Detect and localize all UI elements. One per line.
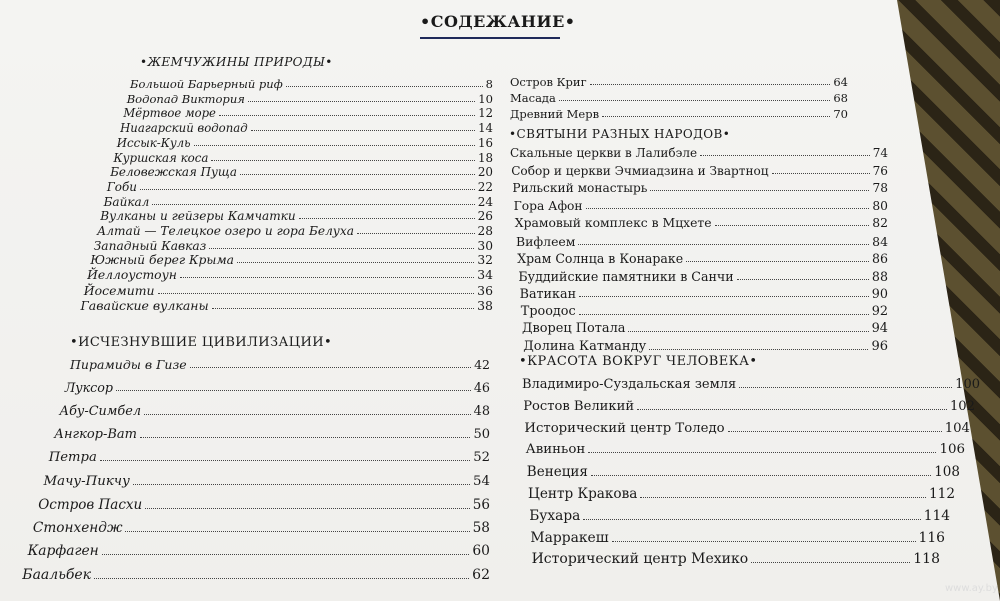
section-heading-civilizations: •ИСЧЕЗНУВШИЕ ЦИВИЛИЗАЦИИ• bbox=[70, 335, 333, 350]
toc-entry-page: 8 bbox=[485, 77, 493, 91]
toc-entry bbox=[44, 474, 491, 489]
toc-entry bbox=[54, 427, 490, 442]
toc-entry-page: 80 bbox=[872, 198, 888, 213]
toc-entry-page: 68 bbox=[833, 91, 848, 105]
toc-entry-page: 58 bbox=[472, 520, 490, 537]
toc-entry bbox=[520, 286, 888, 301]
toc-entry-page: 86 bbox=[872, 251, 888, 266]
toc-entry-label: Гоби bbox=[106, 179, 137, 194]
toc-entry bbox=[524, 421, 970, 436]
leader-dots bbox=[158, 293, 475, 294]
leader-dots bbox=[152, 204, 474, 205]
toc-entry bbox=[528, 486, 955, 502]
toc-entry-label: Троодос bbox=[520, 303, 576, 319]
leader-dots bbox=[194, 145, 475, 146]
toc-entry-page: 54 bbox=[473, 473, 490, 489]
leader-dots bbox=[739, 387, 952, 388]
toc-entry bbox=[114, 151, 494, 165]
toc-entry-label: Йеллоустоун bbox=[87, 268, 177, 283]
toc-entry-label: Стонхендж bbox=[32, 520, 123, 537]
toc-entry bbox=[518, 269, 888, 284]
toc-entry bbox=[510, 107, 848, 121]
toc-title-block bbox=[420, 12, 565, 39]
toc-entry bbox=[510, 75, 848, 89]
toc-entry-page: 10 bbox=[478, 91, 493, 106]
leader-dots bbox=[145, 508, 470, 509]
toc-entry-label: Ангкор-Ват bbox=[54, 426, 138, 442]
leader-dots bbox=[100, 460, 470, 461]
leader-dots bbox=[628, 331, 868, 332]
toc-entry-label: Венеция bbox=[526, 464, 588, 481]
toc-entry-label: Большой Барьерный риф bbox=[130, 77, 283, 91]
leader-dots bbox=[219, 115, 475, 116]
toc-entry-label: Байкал bbox=[103, 194, 150, 209]
toc-entry bbox=[523, 339, 888, 354]
toc-entry-page: 32 bbox=[477, 253, 493, 268]
leader-dots bbox=[591, 475, 931, 476]
leader-dots bbox=[133, 484, 470, 485]
toc-entry-label: Иссык-Куль bbox=[116, 135, 191, 150]
leader-dots bbox=[559, 100, 830, 101]
leader-dots bbox=[586, 208, 870, 209]
leader-dots bbox=[299, 218, 475, 219]
leader-dots bbox=[640, 497, 926, 498]
toc-entry bbox=[84, 283, 493, 298]
toc-entry-page: 26 bbox=[477, 209, 493, 224]
toc-entry bbox=[532, 551, 940, 567]
leader-dots bbox=[180, 277, 474, 278]
toc-entry-label: Дворец Потала bbox=[522, 321, 626, 336]
toc-entry-page: 42 bbox=[474, 357, 490, 372]
toc-entry-label: Баальбек bbox=[22, 566, 92, 583]
toc-entry-label: Бухара bbox=[529, 507, 581, 524]
toc-entry-page: 52 bbox=[473, 450, 490, 466]
toc-entry-label: Абу-Симбел bbox=[59, 403, 142, 419]
toc-entry-page: 106 bbox=[939, 442, 965, 458]
toc-entry-label: Южный берег Крыма bbox=[90, 253, 234, 268]
leader-dots bbox=[578, 244, 869, 245]
toc-entry-page: 102 bbox=[949, 398, 975, 414]
toc-entry bbox=[514, 199, 888, 213]
toc-entry-label: Центр Кракова bbox=[528, 486, 638, 502]
toc-entry-label: Буддийские памятники в Санчи bbox=[518, 268, 734, 284]
leader-dots bbox=[102, 554, 470, 555]
toc-entry-label: Водопад Виктория bbox=[126, 91, 245, 106]
toc-entry-label: Ростов Великий bbox=[523, 398, 635, 414]
toc-entry-page: 28 bbox=[477, 224, 493, 238]
toc-entry bbox=[527, 464, 960, 480]
toc-entry-label: Алтай — Телецкое озеро и гора Белуха bbox=[97, 224, 354, 238]
toc-entry bbox=[510, 146, 888, 160]
toc-entry-page: 62 bbox=[472, 566, 490, 583]
toc-entry-label: Беловежская Пуща bbox=[110, 165, 237, 180]
leader-dots bbox=[116, 390, 471, 391]
toc-entry-page: 74 bbox=[872, 146, 888, 160]
leader-dots bbox=[125, 531, 469, 532]
leader-dots bbox=[140, 437, 470, 438]
leader-dots bbox=[237, 262, 474, 263]
leader-dots bbox=[286, 86, 483, 87]
leader-dots bbox=[650, 190, 869, 191]
toc-entry-page: 50 bbox=[473, 426, 490, 442]
toc-entry-label: Остров Пасхи bbox=[38, 496, 143, 513]
toc-entry-label: Масада bbox=[510, 91, 556, 105]
toc-title: •СОДЕЖАНИЕ bbox=[420, 12, 565, 31]
toc-entry-page: 114 bbox=[923, 507, 950, 524]
toc-entry-label: Карфаген bbox=[27, 543, 99, 560]
toc-entry-label: Петра bbox=[48, 450, 97, 466]
toc-entry bbox=[70, 357, 490, 372]
toc-entry-label: Древний Мерв bbox=[510, 107, 600, 121]
toc-entry-label: Гора Афон bbox=[513, 198, 583, 213]
toc-title-text: СОДЕЖАНИЕ bbox=[430, 12, 565, 31]
toc-entry bbox=[81, 298, 494, 313]
toc-entry-page: 56 bbox=[472, 496, 490, 513]
toc-entry-page: 38 bbox=[477, 297, 493, 313]
leader-dots bbox=[715, 225, 870, 226]
toc-entry bbox=[59, 404, 490, 419]
toc-entry bbox=[526, 442, 965, 457]
toc-entry-label: Ватикан bbox=[519, 286, 577, 301]
leader-dots bbox=[686, 261, 869, 262]
toc-entry-label: Пирамиды в Гизе bbox=[70, 357, 187, 372]
toc-entry bbox=[87, 268, 493, 282]
leader-dots bbox=[357, 233, 475, 234]
toc-entry-label: Храмовый комплекс в Мцхете bbox=[514, 216, 712, 230]
toc-entry-page: 94 bbox=[871, 321, 888, 336]
leader-dots bbox=[649, 349, 868, 350]
toc-entry bbox=[33, 520, 490, 536]
toc-entry bbox=[94, 239, 493, 253]
toc-entry-page: 82 bbox=[872, 216, 888, 230]
leader-dots bbox=[772, 173, 870, 174]
toc-entry-page: 60 bbox=[472, 543, 490, 560]
toc-entry bbox=[90, 253, 493, 267]
leader-dots bbox=[248, 101, 475, 102]
toc-entry bbox=[522, 377, 980, 392]
toc-entry bbox=[521, 304, 888, 319]
toc-entry-label: Мёртвое море bbox=[123, 106, 216, 121]
leader-dots bbox=[737, 279, 869, 280]
toc-entry bbox=[512, 181, 888, 195]
toc-entry-page: 22 bbox=[477, 179, 493, 194]
toc-entry-label: Марракеш bbox=[530, 529, 609, 546]
leader-dots bbox=[602, 116, 830, 117]
toc-entry-page: 12 bbox=[478, 106, 493, 121]
section-heading-text: ЖЕМЧУЖИНЫ ПРИРОДЫ bbox=[147, 55, 326, 69]
leader-dots bbox=[251, 130, 475, 131]
toc-entry-page: 30 bbox=[477, 238, 493, 253]
watermark: www.ay.by bbox=[945, 583, 998, 594]
toc-entry-label: Вифлеем bbox=[516, 233, 576, 249]
leader-dots bbox=[579, 314, 869, 315]
leader-dots bbox=[240, 174, 475, 175]
toc-entry-page: 78 bbox=[872, 181, 888, 195]
toc-entry-page: 14 bbox=[478, 121, 493, 136]
toc-entry-page: 108 bbox=[934, 464, 960, 481]
section-heading-shrines: •СВЯТЫНИ РАЗНЫХ НАРОДОВ• bbox=[509, 127, 731, 141]
toc-entry-label: Владимиро-Суздальская земля bbox=[522, 377, 737, 392]
toc-entry bbox=[522, 321, 888, 336]
toc-entry-page: 112 bbox=[929, 486, 955, 502]
toc-entry bbox=[100, 209, 493, 223]
toc-entry-page: 96 bbox=[871, 338, 888, 354]
toc-entry bbox=[49, 450, 490, 465]
leader-dots bbox=[94, 578, 469, 579]
toc-entry-page: 48 bbox=[473, 403, 490, 419]
toc-entry bbox=[130, 77, 493, 91]
toc-entry bbox=[510, 91, 848, 105]
toc-entry-page: 16 bbox=[478, 135, 493, 150]
leader-dots bbox=[212, 308, 474, 309]
toc-entry-label: Авиньон bbox=[525, 442, 586, 458]
toc-entry bbox=[107, 180, 493, 194]
toc-entry bbox=[38, 497, 490, 513]
toc-entry-page: 20 bbox=[477, 165, 493, 180]
leader-dots bbox=[637, 409, 947, 410]
toc-entry-page: 92 bbox=[871, 303, 888, 319]
leader-dots bbox=[211, 160, 474, 161]
toc-entry-page: 36 bbox=[477, 282, 493, 298]
toc-entry bbox=[97, 224, 493, 238]
section-heading-text: СВЯТЫНИ РАЗНЫХ НАРОДОВ bbox=[516, 127, 723, 141]
leader-dots bbox=[209, 248, 474, 249]
toc-entry-label: Храм Солнца в Конараке bbox=[517, 251, 684, 266]
toc-entry-page: 104 bbox=[944, 420, 970, 436]
leader-dots bbox=[751, 562, 910, 563]
leader-dots bbox=[579, 296, 869, 297]
leader-dots bbox=[588, 452, 936, 453]
toc-entry-page: 24 bbox=[477, 194, 493, 209]
leader-dots bbox=[612, 541, 916, 542]
section-heading-text: КРАСОТА ВОКРУГ ЧЕЛОВЕКА bbox=[527, 354, 750, 369]
toc-entry-label: Луксор bbox=[64, 380, 113, 396]
toc-entry bbox=[127, 92, 493, 106]
toc-entry bbox=[517, 251, 888, 266]
toc-entry-label: Гавайские вулканы bbox=[80, 297, 209, 313]
toc-entry-label: Западный Кавказ bbox=[93, 238, 207, 253]
toc-entry-label: Исторический центр Мехико bbox=[531, 551, 749, 568]
toc-entry bbox=[123, 106, 493, 120]
toc-entry-page: 64 bbox=[833, 75, 848, 89]
leader-dots bbox=[728, 431, 942, 432]
toc-entry bbox=[523, 399, 975, 414]
toc-entry-label: Йосемити bbox=[83, 282, 155, 298]
toc-entry bbox=[28, 543, 490, 559]
toc-entry bbox=[104, 195, 493, 209]
section-heading-text: ИСЧЕЗНУВШИЕ ЦИВИЛИЗАЦИИ bbox=[78, 335, 324, 350]
toc-entry-page: 118 bbox=[913, 551, 940, 568]
toc-entry-label: Долина Катманду bbox=[523, 338, 647, 354]
toc-entry-page: 100 bbox=[955, 377, 980, 392]
section-heading-beauty: •КРАСОТА ВОКРУГ ЧЕЛОВЕКА• bbox=[519, 354, 758, 369]
toc-entry-page: 46 bbox=[473, 380, 490, 396]
leader-dots bbox=[140, 189, 475, 190]
toc-entry-label: Исторический центр Толедо bbox=[524, 420, 725, 436]
toc-entry-page: 88 bbox=[871, 268, 888, 284]
toc-entry-page: 84 bbox=[872, 233, 888, 249]
toc-entry-label: Собор и церкви Эчмиадзина и Звартноц bbox=[511, 163, 769, 178]
title-underline bbox=[420, 37, 560, 39]
leader-dots bbox=[583, 519, 920, 520]
toc-entry-label: Скальные церкви в Лалибэле bbox=[510, 146, 698, 160]
toc-entry-label: Остров Криг bbox=[510, 75, 587, 89]
toc-entry-page: 34 bbox=[477, 268, 493, 283]
toc-entry-label: Ниагарский водопад bbox=[120, 121, 248, 136]
toc-entry-label: Рильский монастырь bbox=[512, 181, 648, 195]
toc-entry-label: Куршская коса bbox=[113, 150, 209, 165]
toc-entry bbox=[117, 136, 493, 150]
toc-entry bbox=[515, 216, 888, 230]
leader-dots bbox=[590, 84, 831, 85]
toc-entry-label: Вулканы и гейзеры Камчатки bbox=[100, 209, 296, 224]
toc-entry bbox=[65, 380, 490, 395]
leader-dots bbox=[144, 414, 471, 415]
toc-entry-page: 116 bbox=[918, 529, 945, 546]
toc-entry bbox=[511, 164, 888, 178]
leader-dots bbox=[190, 367, 471, 368]
toc-entry bbox=[529, 508, 950, 524]
toc-entry-label: Мачу-Пикчу bbox=[43, 473, 130, 489]
toc-entry bbox=[530, 530, 945, 546]
toc-entry-page: 70 bbox=[833, 107, 848, 121]
toc-entry bbox=[110, 165, 493, 179]
toc-entry bbox=[120, 121, 493, 135]
toc-entry-page: 18 bbox=[477, 150, 493, 165]
leader-dots bbox=[700, 155, 870, 156]
toc-entry-page: 90 bbox=[871, 286, 888, 301]
section-heading-nature: •ЖЕМЧУЖИНЫ ПРИРОДЫ• bbox=[140, 55, 333, 69]
toc-entry bbox=[22, 567, 490, 583]
toc-entry bbox=[516, 234, 888, 249]
toc-entry-page: 76 bbox=[872, 163, 888, 178]
